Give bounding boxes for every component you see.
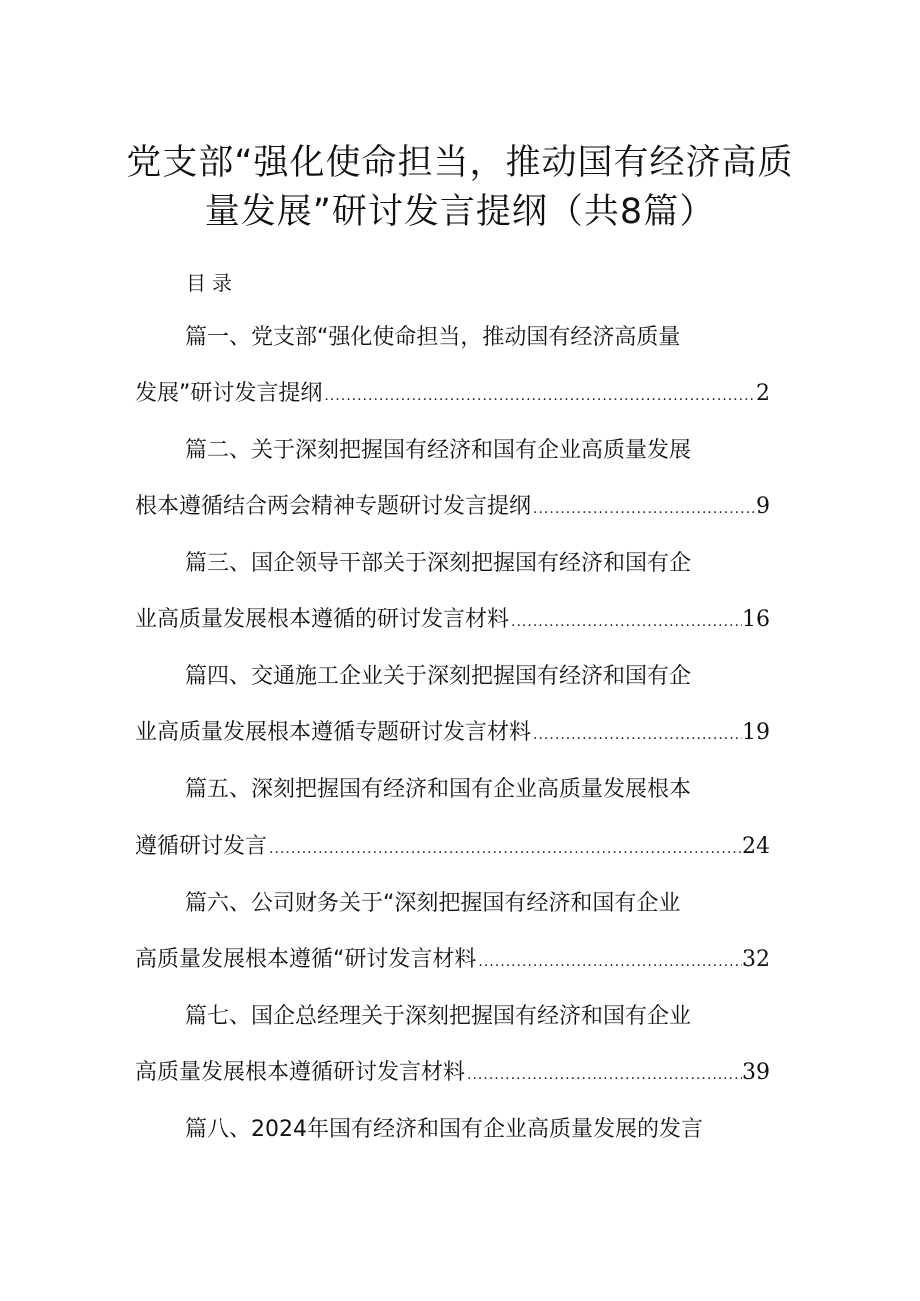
toc-heading: 目录 [186, 271, 238, 295]
toc-entry-3-continuation[interactable] [135, 605, 770, 637]
toc-entry-5-continuation[interactable] [135, 832, 770, 864]
toc-entry-1-continuation[interactable] [135, 379, 770, 411]
toc-entry-2-title[interactable]: 篇二、关于深刻把握国有经济和国有企业高质量发展 [185, 438, 692, 463]
toc-page-number: 9 [756, 494, 770, 519]
toc-entry-5-title[interactable]: 篇五、深刻把握国有经济和国有企业高质量发展根本 [185, 777, 692, 802]
toc-entry-1-title[interactable]: 篇一、党支部“强化使命担当，推动国有经济高质量 [185, 325, 681, 350]
toc-dot-leader [322, 381, 756, 411]
toc-dot-leader [531, 720, 742, 750]
toc-entry-3-title[interactable]: 篇三、国企领导干部关于深刻把握国有经济和国有企 [185, 551, 692, 576]
toc-entry-8-title[interactable]: 篇八、2024年国有经济和国有企业高质量发展的发言 [185, 1117, 703, 1142]
toc-entry-7-continuation[interactable] [135, 1058, 770, 1090]
toc-page-number: 39 [742, 1060, 770, 1085]
toc-entry-2-continuation[interactable] [135, 492, 770, 524]
toc-entry-text: 高质量发展根本遵循研讨发言材料 [135, 1060, 466, 1085]
toc-dot-leader [509, 607, 742, 637]
document-title-line-2: 量发展”研讨发言提纲（共8篇） [204, 192, 716, 232]
toc-page-number: 2 [756, 381, 770, 406]
toc-page-number: 24 [742, 834, 770, 859]
toc-page-number: 19 [742, 720, 770, 745]
document-title-line-1: 党支部“强化使命担当，推动国有经济高质 [126, 143, 794, 183]
toc-entry-text: 根本遵循结合两会精神专题研讨发言提纲 [135, 494, 532, 519]
toc-entry-4-continuation[interactable] [135, 718, 770, 750]
toc-entry-6-title[interactable]: 篇六、公司财务关于“深刻把握国有经济和国有企业 [185, 891, 681, 916]
toc-entry-4-title[interactable]: 篇四、交通施工企业关于深刻把握国有经济和国有企 [185, 664, 692, 689]
toc-entry-text: 业高质量发展根本遵循专题研讨发言材料 [135, 720, 532, 745]
toc-page-number: 32 [742, 947, 770, 972]
toc-entry-text: 高质量发展根本遵循“研讨发言材料 [135, 947, 477, 972]
toc-entry-text: 发展”研讨发言提纲 [135, 381, 323, 406]
toc-entry-text: 业高质量发展根本遵循的研讨发言材料 [135, 607, 510, 632]
toc-dot-leader [465, 1060, 742, 1090]
toc-entry-text: 遵循研讨发言 [135, 834, 268, 859]
toc-entry-6-continuation[interactable] [135, 945, 770, 977]
toc-dot-leader [476, 947, 742, 977]
toc-page-number: 16 [742, 607, 770, 632]
toc-entry-7-title[interactable]: 篇七、国企总经理关于深刻把握国有经济和国有企业 [185, 1004, 692, 1029]
toc-dot-leader [531, 494, 756, 524]
toc-dot-leader [267, 834, 742, 864]
